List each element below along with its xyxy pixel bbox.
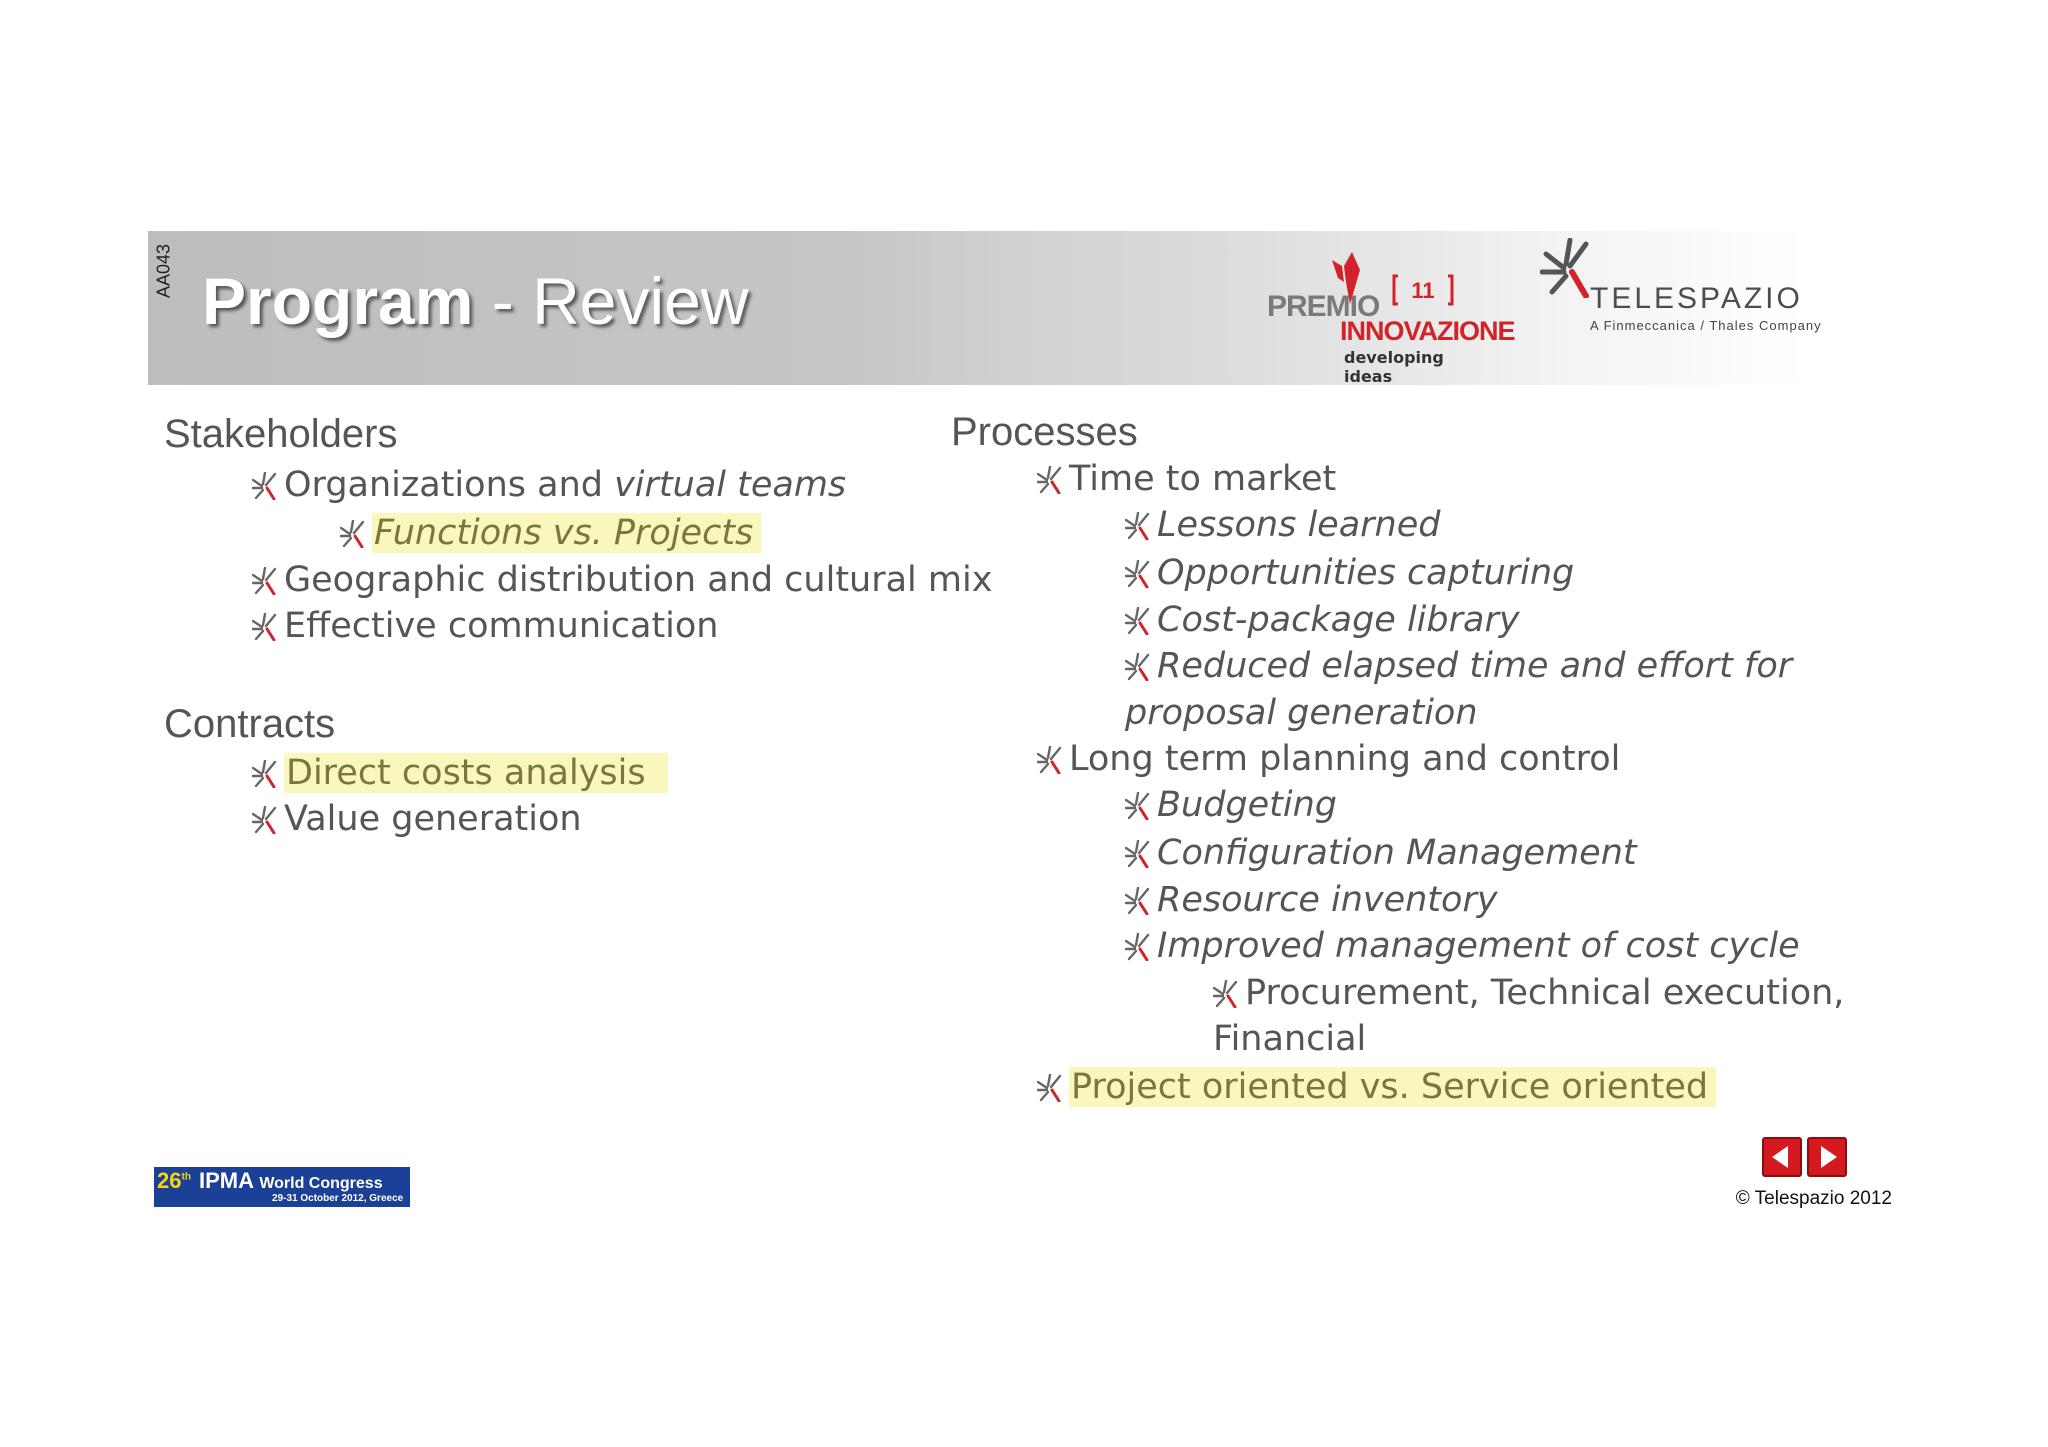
telespazio-spark-icon: [1540, 238, 1592, 298]
bullet-icon: [1125, 653, 1151, 681]
bullet-icon: [252, 472, 278, 500]
ipma-dates: 29-31 October 2012, Greece: [272, 1193, 404, 1204]
processes-heading: Processes: [951, 410, 1138, 454]
contracts-item-value: Value generation: [252, 796, 582, 842]
processes-subitem-reduced: Reduced elapsed time and effort for: [1125, 643, 1792, 689]
processes-subsubitem-procurement: Procurement, Technical execution,: [1213, 970, 1844, 1016]
premio-badge-icon: [1392, 272, 1454, 308]
bullet-icon: [252, 567, 278, 595]
ipma-number: 26th: [157, 1168, 191, 1193]
contracts-heading: Contracts: [164, 702, 336, 746]
processes-item-time-to-market: Time to market: [1037, 456, 1336, 502]
processes-subitem-configuration: Configuration Management: [1125, 830, 1637, 876]
processes-item-project-oriented: Project oriented vs. Service oriented: [1037, 1064, 1716, 1110]
stakeholders-item-communication: Effective communication: [252, 603, 719, 649]
bullet-icon: [1037, 746, 1063, 774]
bullet-icon: [1037, 466, 1063, 494]
processes-subitem-lessons: Lessons learned: [1125, 502, 1441, 548]
telespazio-name: TELESPAZIO: [1590, 282, 1803, 315]
bullet-icon: [252, 613, 278, 641]
bullet-icon: [1125, 887, 1151, 915]
copyright: © Telespazio 2012: [1735, 1188, 1892, 1209]
title-bold: Program: [202, 264, 474, 338]
processes-subitem-resource: Resource inventory: [1125, 877, 1498, 923]
ipma-congress-logo: [154, 1167, 410, 1207]
bullet-icon: [340, 520, 366, 548]
bullet-icon: [1125, 512, 1151, 540]
stakeholders-subitem-functions: Functions vs. Projects: [340, 510, 761, 556]
slide-title: [202, 264, 749, 338]
arrow-left-icon: [1764, 1139, 1800, 1175]
processes-subsubitem-procurement-cont: Financial: [1213, 1019, 1367, 1059]
stakeholders-item-organizations: Organizations and virtual teams: [252, 462, 846, 508]
premio-tagline: developing ideas: [1344, 348, 1444, 386]
bullet-icon: [1037, 1074, 1063, 1102]
telespazio-logo: [1540, 238, 1830, 338]
bullet-icon: [1125, 607, 1151, 635]
bullet-icon: [1125, 792, 1151, 820]
bullet-icon: [252, 760, 278, 788]
innovazione-text: INNOVAZIONE: [1340, 316, 1515, 346]
ipma-name: IPMA World Congress: [199, 1168, 383, 1193]
title-rest: - Review: [473, 264, 749, 338]
next-slide-button[interactable]: [1807, 1137, 1847, 1177]
arrow-right-icon: [1809, 1139, 1845, 1175]
slide-code: AA043: [153, 243, 174, 299]
stakeholders-heading: Stakeholders: [164, 412, 398, 456]
processes-subitem-improved: Improved management of cost cycle: [1125, 923, 1800, 969]
contracts-item-direct-costs: Direct costs analysis: [252, 750, 668, 796]
stakeholders-item-geographic: Geographic distribution and cultural mix: [252, 557, 992, 603]
premio-innovazione-logo: [1262, 250, 1515, 386]
processes-subitem-budgeting: Budgeting: [1125, 782, 1337, 828]
bullet-icon: [1125, 560, 1151, 588]
bullet-icon: [1125, 840, 1151, 868]
previous-slide-button[interactable]: [1762, 1137, 1802, 1177]
processes-subitem-reduced-cont: proposal generation: [1125, 693, 1478, 733]
telespazio-subtitle: A Finmeccanica / Thales Company: [1590, 318, 1822, 333]
bullet-icon: [1213, 980, 1239, 1008]
bullet-icon: [1125, 933, 1151, 961]
processes-item-long-term: Long term planning and control: [1037, 736, 1620, 782]
svg-text:11: 11: [1411, 278, 1435, 303]
processes-subitem-opportunities: Opportunities capturing: [1125, 550, 1574, 596]
bullet-icon: [252, 806, 278, 834]
processes-subitem-cost-package: Cost-package library: [1125, 597, 1520, 643]
premio-text: PREMIO: [1267, 290, 1380, 323]
